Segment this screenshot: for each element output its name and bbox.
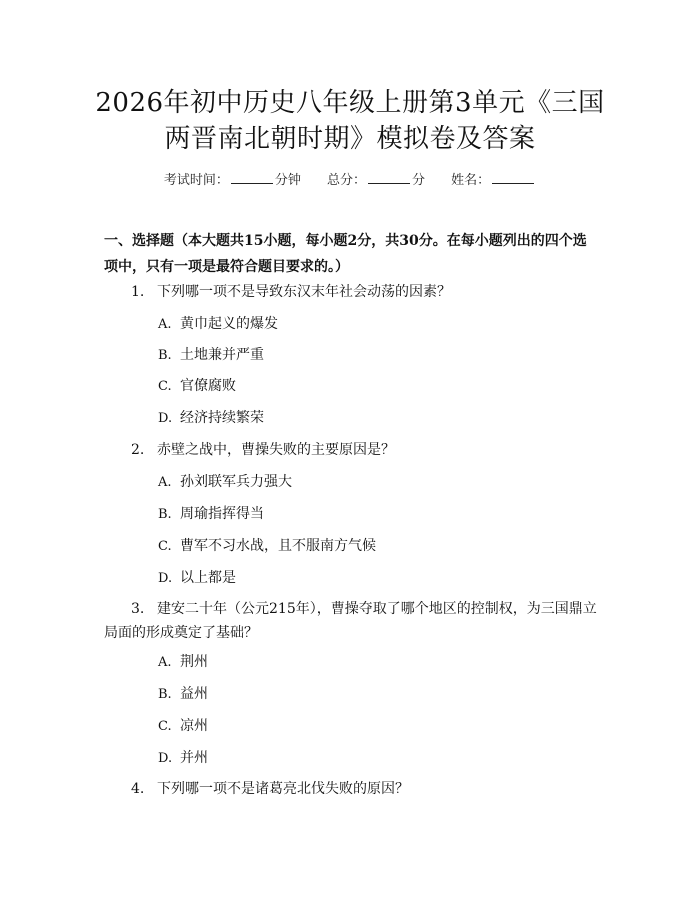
question-3-continued: 局面的形成奠定了基础？	[104, 625, 258, 641]
option-1b[interactable]	[158, 345, 264, 366]
score-label: 总分：	[326, 173, 366, 188]
name-field	[451, 169, 536, 188]
option-2b[interactable]	[158, 504, 264, 525]
question-text: 赤壁之战中，曹操失败的主要原因是？	[157, 442, 395, 458]
option-letter: D.	[158, 751, 173, 766]
option-3d[interactable]	[158, 748, 208, 769]
option-text: 并州	[180, 750, 208, 766]
option-text: 黄巾起义的爆发	[180, 316, 278, 332]
option-3b[interactable]	[158, 684, 208, 705]
option-text: 凉州	[180, 718, 208, 734]
section-heading-line-2: 项中，只有一项是最符合题目要求的。）	[104, 259, 349, 275]
option-letter: C.	[158, 539, 172, 554]
option-3c[interactable]	[158, 716, 208, 737]
question-1	[131, 282, 451, 302]
exam-meta-row	[0, 169, 700, 188]
name-blank[interactable]	[492, 171, 534, 184]
total-score-field	[327, 169, 425, 188]
option-text: 经济持续繁荣	[180, 410, 264, 426]
question-number: 2.	[131, 442, 145, 458]
option-letter: C.	[158, 379, 172, 394]
option-1a[interactable]	[158, 314, 278, 335]
option-2d[interactable]	[158, 568, 236, 589]
option-text: 荆州	[180, 654, 208, 670]
section-heading-line-1: 一、选择题（本大题共15小题，每小题2分，共30分。在每小题列出的四个选	[104, 233, 587, 249]
option-letter: D.	[158, 411, 173, 426]
option-text: 周瑜指挥得当	[180, 506, 264, 522]
option-1c[interactable]	[158, 376, 236, 397]
option-letter: B.	[158, 507, 172, 522]
question-number: 1.	[131, 284, 145, 300]
option-letter: A.	[158, 475, 172, 490]
option-text: 土地兼并严重	[180, 347, 264, 363]
question-text: 下列哪一项不是导致东汉末年社会动荡的因素？	[157, 284, 451, 300]
option-1d[interactable]	[158, 408, 264, 429]
question-2	[131, 440, 395, 460]
question-text: 建安二十年（公元215年），曹操夺取了哪个地区的控制权，为三国鼎立	[157, 601, 597, 617]
score-blank[interactable]	[368, 171, 410, 184]
score-unit: 分	[412, 173, 426, 188]
option-letter: D.	[158, 571, 173, 586]
option-2a[interactable]	[158, 472, 292, 493]
question-text: 下列哪一项不是诸葛亮北伐失败的原因？	[157, 781, 409, 797]
option-letter: B.	[158, 348, 172, 363]
option-letter: A.	[158, 317, 172, 332]
time-unit: 分钟	[274, 173, 301, 188]
option-letter: C.	[158, 719, 172, 734]
option-text: 孙刘联军兵力强大	[180, 474, 292, 490]
exam-title-line-1: 2026年初中历史八年级上册第3单元《三国	[95, 88, 605, 118]
time-blank[interactable]	[231, 171, 273, 184]
option-letter: A.	[158, 655, 172, 670]
question-number: 3.	[131, 601, 145, 617]
question-4	[131, 779, 409, 799]
name-label: 姓名：	[451, 173, 491, 188]
option-text: 曹军不习水战，且不服南方气候	[180, 538, 376, 554]
time-label: 考试时间：	[163, 173, 229, 188]
option-letter: B.	[158, 687, 172, 702]
exam-time-field	[164, 169, 301, 188]
question-3	[131, 599, 597, 619]
exam-title-line-2: 两晋南北朝时期》模拟卷及答案	[164, 124, 536, 154]
question-number: 4.	[131, 781, 145, 797]
option-2c[interactable]	[158, 536, 376, 557]
option-3a[interactable]	[158, 652, 208, 673]
option-text: 以上都是	[180, 570, 236, 586]
option-text: 益州	[180, 686, 208, 702]
option-text: 官僚腐败	[180, 378, 236, 394]
